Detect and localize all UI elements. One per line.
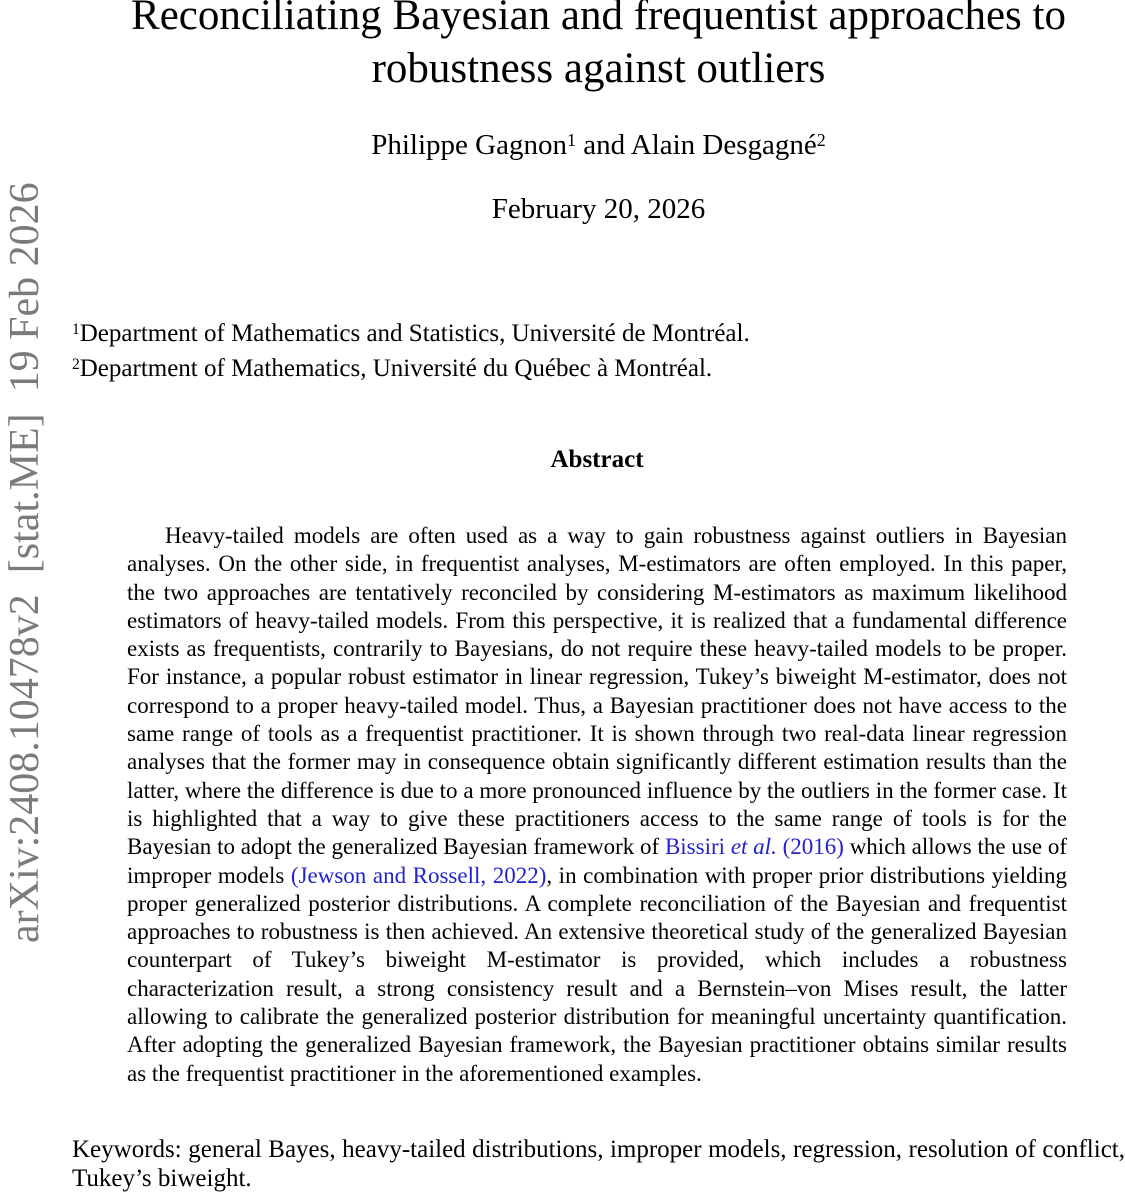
- keywords-list: general Bayes, heavy-tailed distributions, improper models, regression, resolution of conflict, Tukey’s biweight.: [72, 1136, 1125, 1192]
- keywords-label: Keywords:: [72, 1136, 182, 1163]
- citation-bissiri-year: (2016): [776, 834, 844, 860]
- affiliation-2-text: Department of Mathematics, Université du Québec à Montréal.: [79, 354, 713, 382]
- author-1-affiliation-mark: 1: [566, 129, 576, 150]
- paper-date: February 20, 2026: [491, 193, 706, 225]
- affiliations-block: [72, 317, 1125, 386]
- paper-title-line-2: robustness against outliers: [371, 45, 826, 92]
- abstract-text: [127, 522, 1067, 1088]
- abstract-part-3: , in combination with proper prior distributions yielding proper generalized posterior distributions. A complete reconciliation of the Bayesian and frequentist approaches to robustness is then achieved. An extensive theoretical study of the generalized Bayesian counterpart of Tukey’s biweight M-estimator is provided, which includes a robustness characterization result, a strong consistency result and a Bernstein–von Mises result, the latter allowing to calibrate the generalized posterior distribution for meaningful uncertainty quantification. After adopting the generalized Bayesian framework, the Bayesian practitioner obtains similar results as the frequentist practitioner in the aforementioned examples.: [127, 862, 1068, 1086]
- author-2-affiliation-mark: 2: [816, 129, 826, 150]
- affiliation-2: [72, 352, 1125, 387]
- affiliation-2-mark: 2: [72, 355, 80, 373]
- authors-line: [72, 127, 1125, 163]
- abstract-part-2: which allows the use of improper models: [127, 834, 1067, 888]
- authors-connector: and: [575, 129, 631, 161]
- citation-jewson-rossell-2022-link[interactable]: (Jewson and Rossell, 2022): [290, 862, 547, 888]
- paper-title: [72, 0, 1125, 95]
- paper-title-line-1: Reconciliating Bayesian and frequentist approaches to: [131, 0, 1066, 39]
- affiliation-1-mark: 1: [72, 321, 80, 339]
- author-2-name: Alain Desgagné: [630, 129, 817, 161]
- affiliation-1: [72, 317, 1125, 352]
- abstract-part-1: Heavy-tailed models are often used as a way to gain robustness against outliers in Bayesian analyses. On the other side, in frequentist analyses, M-estimators are often employed. In this paper, the two approaches are tentatively reconciled by considering M-estimators as maximum likelihood estimators of heavy-tailed models. From this perspective, it is realized that a fundamental difference exists as frequentists, contrarily to Bayesians, do not require these heavy-tailed models to be proper. For instance, a popular robust estimator in linear regression, Tukey’s biweight M-estimator, does not correspond to a proper heavy-tailed model. Thus, a Bayesian practitioner does not have access to the same range of tools as a frequentist practitioner. It is shown through two real-data linear regression analyses that the former may in consequence obtain significantly different estimation results than the latter, where the difference is due to a more pronounced influence by the outliers in the former case. It is highlighted that a way to give these practitioners access to the same range of tools is for the Bayesian to adopt the generalized Bayesian framework of: [127, 523, 1067, 860]
- citation-bissiri-et-al-2016-link[interactable]: [665, 834, 844, 859]
- affiliation-1-text: Department of Mathematics and Statistics, Université de Montréal.: [79, 320, 750, 347]
- author-1-name: Philippe Gagnon: [371, 129, 567, 161]
- abstract-heading: Abstract: [550, 446, 644, 473]
- citation-bissiri-authors: Bissiri: [664, 834, 731, 860]
- citation-bissiri-etal: et al.: [730, 834, 777, 860]
- keywords-line: [72, 1135, 1125, 1193]
- arxiv-watermark: arXiv:2408.10478v2 [stat.ME] 19 Feb 2026: [2, 182, 48, 943]
